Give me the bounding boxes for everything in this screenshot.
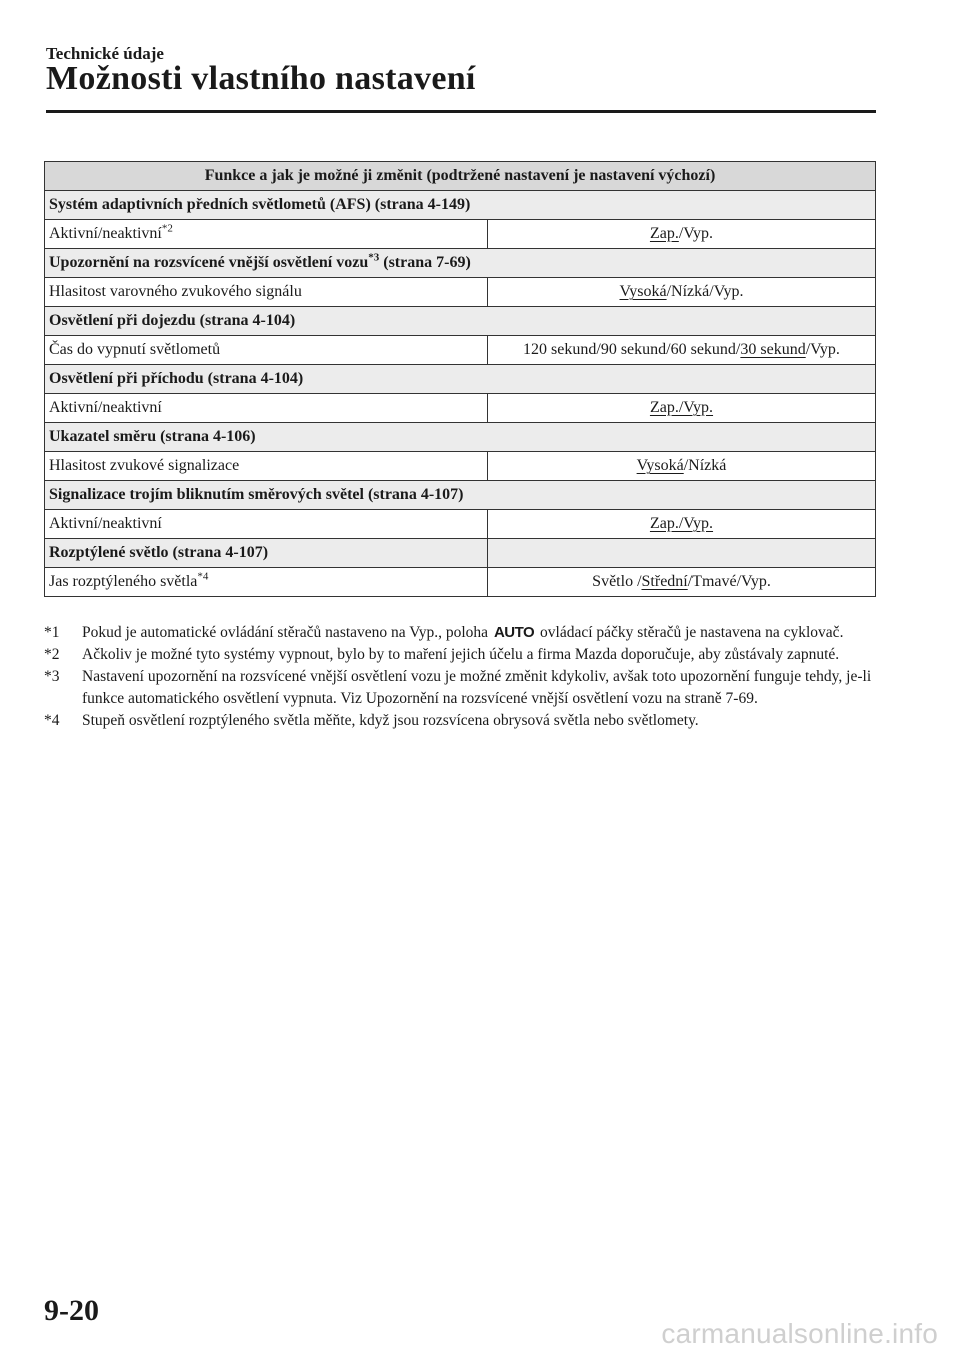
default-option: Zap./Vyp. [649,514,714,532]
setting-options: Vysoká/Nízká [488,452,876,481]
setting-row [45,568,876,597]
group-title: Rozptýlené světlo (strana 4-107) [45,539,488,568]
setting-options: Světlo /Střední/Tmavé/Vyp. [488,568,876,597]
group-row [45,365,876,394]
setting-name: Jas rozptýleného světla$^{*4}$ [45,568,488,597]
footnote-mark: *2 [44,646,60,663]
default-option: Vysoká [636,456,684,474]
page-title: Možnosti vlastního nastavení [46,60,476,97]
setting-row [45,394,876,423]
auto-position-icon: AUTO [493,624,535,641]
setting-row [45,510,876,539]
table-header: Funkce a jak je možné ji změnit (podtržené nastavení je nastavení výchozí) [45,162,876,191]
setting-name: Hlasitost zvukové signalizace [45,452,488,481]
default-option: Zap./Vyp. [649,398,714,416]
group-title-blank [488,539,876,568]
footnote-mark: *1 [44,624,60,641]
footnote: *2 Ačkoliv je možné tyto systémy vypnout, bylo by to maření jejich účelu a firma Mazda doporučuje, aby zůstávaly zapnuté. [44,644,874,666]
section-label: Technické údaje [46,44,164,63]
title-rule [46,110,876,113]
footnote: *3 Nastavení upozornění na rozsvícené vnější osvětlení vozu je možné změnit kdykoliv, avšak toto upozornění funguje tehdy, je-li funkce automatického osvětlení vypnuta. Viz Upozornění na rozsvícené vnější osvětlení vozu na straně 7-69. [44,668,872,707]
footnote-mark: *4 [44,712,60,729]
group-row [45,307,876,336]
group-title: Systém adaptivních předních světlometů (AFS) (strana 4-149) [45,191,876,220]
setting-name: Aktivní/neaktivní [45,510,488,539]
default-option: Střední [641,572,688,590]
page-number: 9-20 [44,1294,99,1327]
setting-name: Aktivní/neaktivní$^{*2}$ [45,220,488,249]
footnote: *1 Pokud je automatické ovládání stěračů nastaveno na Vyp., poloha AUTO ovládací páčky stěračů je nastavena na cyklovač. [44,622,874,644]
setting-name: Aktivní/neaktivní [45,394,488,423]
default-option: 30 sekund [740,340,806,358]
default-option: Vysoká [619,282,667,300]
group-title: Signalizace trojím bliknutím směrových světel (strana 4-107) [45,481,876,510]
group-row [45,539,876,568]
setting-row [45,452,876,481]
group-row [45,423,876,452]
footnote-ref: *3 [368,251,380,264]
setting-name: Čas do vypnutí světlometů [45,336,488,365]
setting-options [488,510,876,539]
setting-options: 120 sekund/90 sekund/60 sekund/30 sekund/Vyp. [488,336,876,365]
table-header-row [45,162,876,191]
group-row [45,191,876,220]
footnote-ref: *2 [161,222,173,235]
group-row [45,249,876,278]
setting-options [488,394,876,423]
setting-options: Vysoká/Nízká/Vyp. [488,278,876,307]
watermark: carmanualsonline.info [661,1318,938,1349]
footnotes [44,622,874,732]
footnote-mark: *3 [44,668,60,685]
setting-options: Zap./Vyp. [488,220,876,249]
setting-row [45,278,876,307]
footnote: *4 Stupeň osvětlení rozptýleného světla měňte, když jsou rozsvícena obrysová světla nebo světlomety. [44,710,874,732]
group-title: Ukazatel směru (strana 4-106) [45,423,876,452]
setting-row [45,336,876,365]
default-option: Zap. [649,224,679,242]
settings-table [44,161,876,597]
group-title: Osvětlení při příchodu (strana 4-104) [45,365,876,394]
group-title: Upozornění na rozsvícené vnější osvětlení vozu$^{*3}$ (strana 7-69) [45,249,876,278]
setting-row [45,220,876,249]
footnote-ref: *4 [197,570,209,583]
setting-name: Hlasitost varovného zvukového signálu [45,278,488,307]
group-row [45,481,876,510]
group-title: Osvětlení při dojezdu (strana 4-104) [45,307,876,336]
